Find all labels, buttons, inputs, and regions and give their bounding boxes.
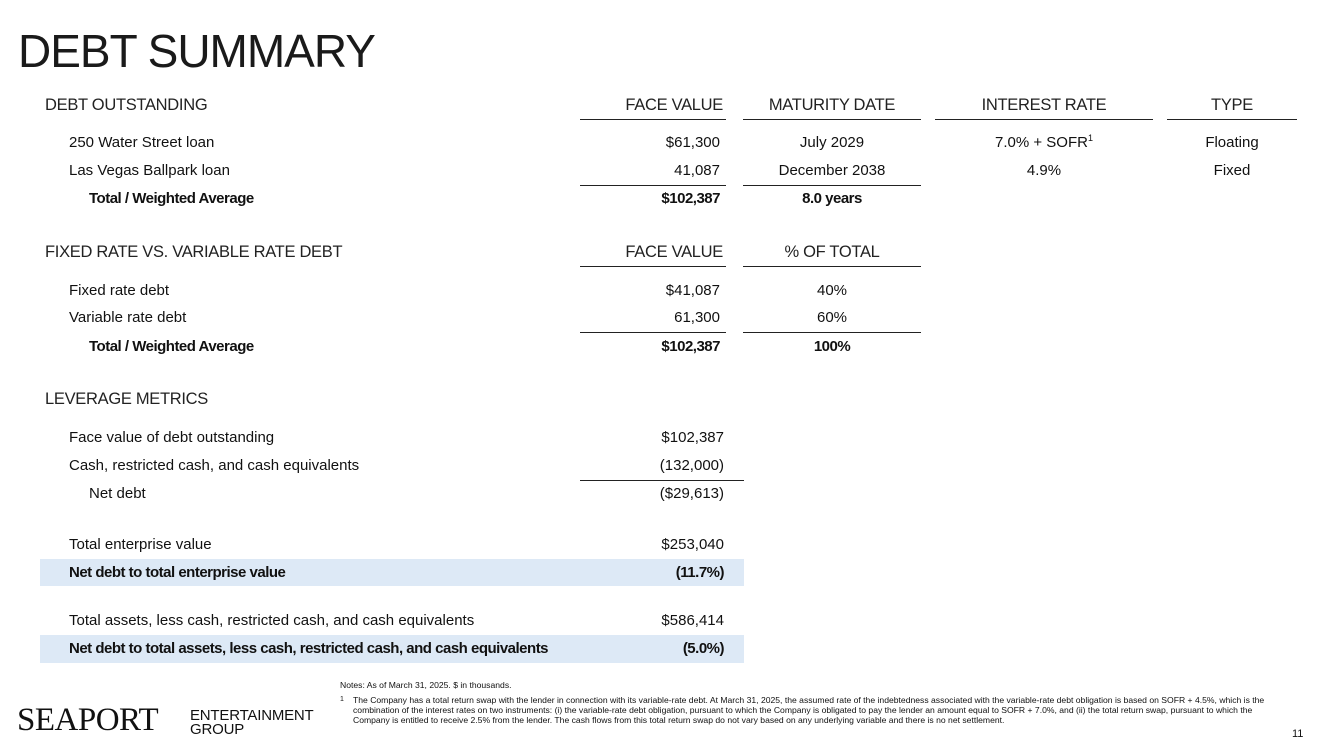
leverage-row-label-highlight: Net debt to total assets, less cash, restricted cash, and cash equivalents <box>69 640 549 657</box>
debt-total-label: Total / Weighted Average <box>89 190 254 207</box>
brand-subtitle <box>190 709 314 737</box>
mix-row-label: Fixed rate debt <box>69 282 170 299</box>
footnote-number: 1 <box>340 696 344 703</box>
col-header-type: TYPE <box>1167 96 1297 120</box>
debt-row-rate: 4.9% <box>1026 162 1062 179</box>
col-header-pct-of-total: % OF TOTAL <box>743 243 921 267</box>
notes-line: Notes: As of March 31, 2025. $ in thousands. <box>340 680 512 690</box>
mix-row-pct: 40% <box>816 282 848 299</box>
debt-row-rate: $7.0\% + SOFR^1$ <box>995 133 1093 151</box>
mix-total-face-value: $102,387 <box>661 338 720 355</box>
debt-row-maturity: July 2029 <box>799 134 865 151</box>
debt-row-face-value: 41,087 <box>674 162 720 179</box>
footnote-text: The Company has a total return swap with the lender in connection with its variable-rate debt. At March 31, 2025, the assumed rate of the indebtedness associated with the variable-rate debt obligation is based on SOFR + 4.5%, which is the combination of the interest rates on two instruments: (i) the variable-rate debt obligation, pursuant to which the Company is obligated to pay the lender an amount equal to SOFR + 7.0%, and (ii) the total return swap, pursuant to which the Company is entitled to receive 2.5% from the lender. The cash flows from this total return swap do not vary based on any underlying variable and there is no net settlement. <box>353 695 1265 725</box>
subtotal-rule <box>580 480 744 481</box>
leverage-row-value: $102,387 <box>661 429 724 446</box>
subtotal-rule <box>580 332 726 333</box>
leverage-row-label: Total assets, less cash, restricted cash, and cash equivalents <box>69 612 475 629</box>
subtotal-rule <box>743 332 921 333</box>
page-number: 11 <box>1292 728 1304 740</box>
leverage-row-label: Net debt <box>89 485 146 502</box>
leverage-row-value: ($29,613) <box>659 485 724 502</box>
leverage-row-value-highlight: (11.7%) <box>675 564 724 581</box>
leverage-row-value: $253,040 <box>661 536 724 553</box>
page-title: DEBT SUMMARY <box>18 25 375 77</box>
mix-total-pct: 100% <box>813 338 851 355</box>
section-heading-leverage: LEVERAGE METRICS <box>45 390 208 408</box>
brand-logo: SEAPORT <box>17 702 159 738</box>
footnote-marker: 1 <box>1087 133 1093 143</box>
section-heading-debt-outstanding: DEBT OUTSTANDING <box>45 96 208 114</box>
leverage-row-label: Face value of debt outstanding <box>69 429 275 446</box>
brand-line-2: GROUP <box>190 721 245 738</box>
subtotal-rule <box>580 185 726 186</box>
leverage-row-value: $586,414 <box>661 612 724 629</box>
mix-total-label: Total / Weighted Average <box>89 338 254 355</box>
debt-row-label: 250 Water Street loan <box>69 134 215 151</box>
col-header-interest-rate: INTEREST RATE <box>935 96 1153 120</box>
leverage-row-label: Total enterprise value <box>69 536 212 553</box>
leverage-row-value-highlight: (5.0%) <box>682 640 724 657</box>
mix-row-pct: 60% <box>816 309 848 326</box>
col-header-face-value: FACE VALUE <box>580 96 726 120</box>
debt-row-face-value: $61,300 <box>665 134 720 151</box>
debt-row-type: Fixed <box>1213 162 1251 179</box>
debt-total-face-value: $102,387 <box>661 190 720 207</box>
section-heading-fixed-variable: FIXED RATE VS. VARIABLE RATE DEBT <box>45 243 343 261</box>
col-header-face-value: FACE VALUE <box>580 243 726 267</box>
brand-line-1: ENTERTAINMENT <box>190 707 314 724</box>
debt-row-maturity: December 2038 <box>778 162 886 179</box>
subtotal-rule <box>743 185 921 186</box>
leverage-row-label-highlight: Net debt to total enterprise value <box>69 564 286 581</box>
debt-row-label: Las Vegas Ballpark loan <box>69 162 230 179</box>
debt-total-maturity: 8.0 years <box>802 190 862 207</box>
mix-row-label: Variable rate debt <box>69 309 187 326</box>
col-header-maturity-date: MATURITY DATE <box>743 96 921 120</box>
leverage-row-value: (132,000) <box>659 457 724 474</box>
leverage-row-label: Cash, restricted cash, and cash equivalents <box>69 457 360 474</box>
mix-row-face-value: 61,300 <box>674 309 720 326</box>
debt-row-type: Floating <box>1205 134 1259 151</box>
mix-row-face-value: $41,087 <box>665 282 720 299</box>
